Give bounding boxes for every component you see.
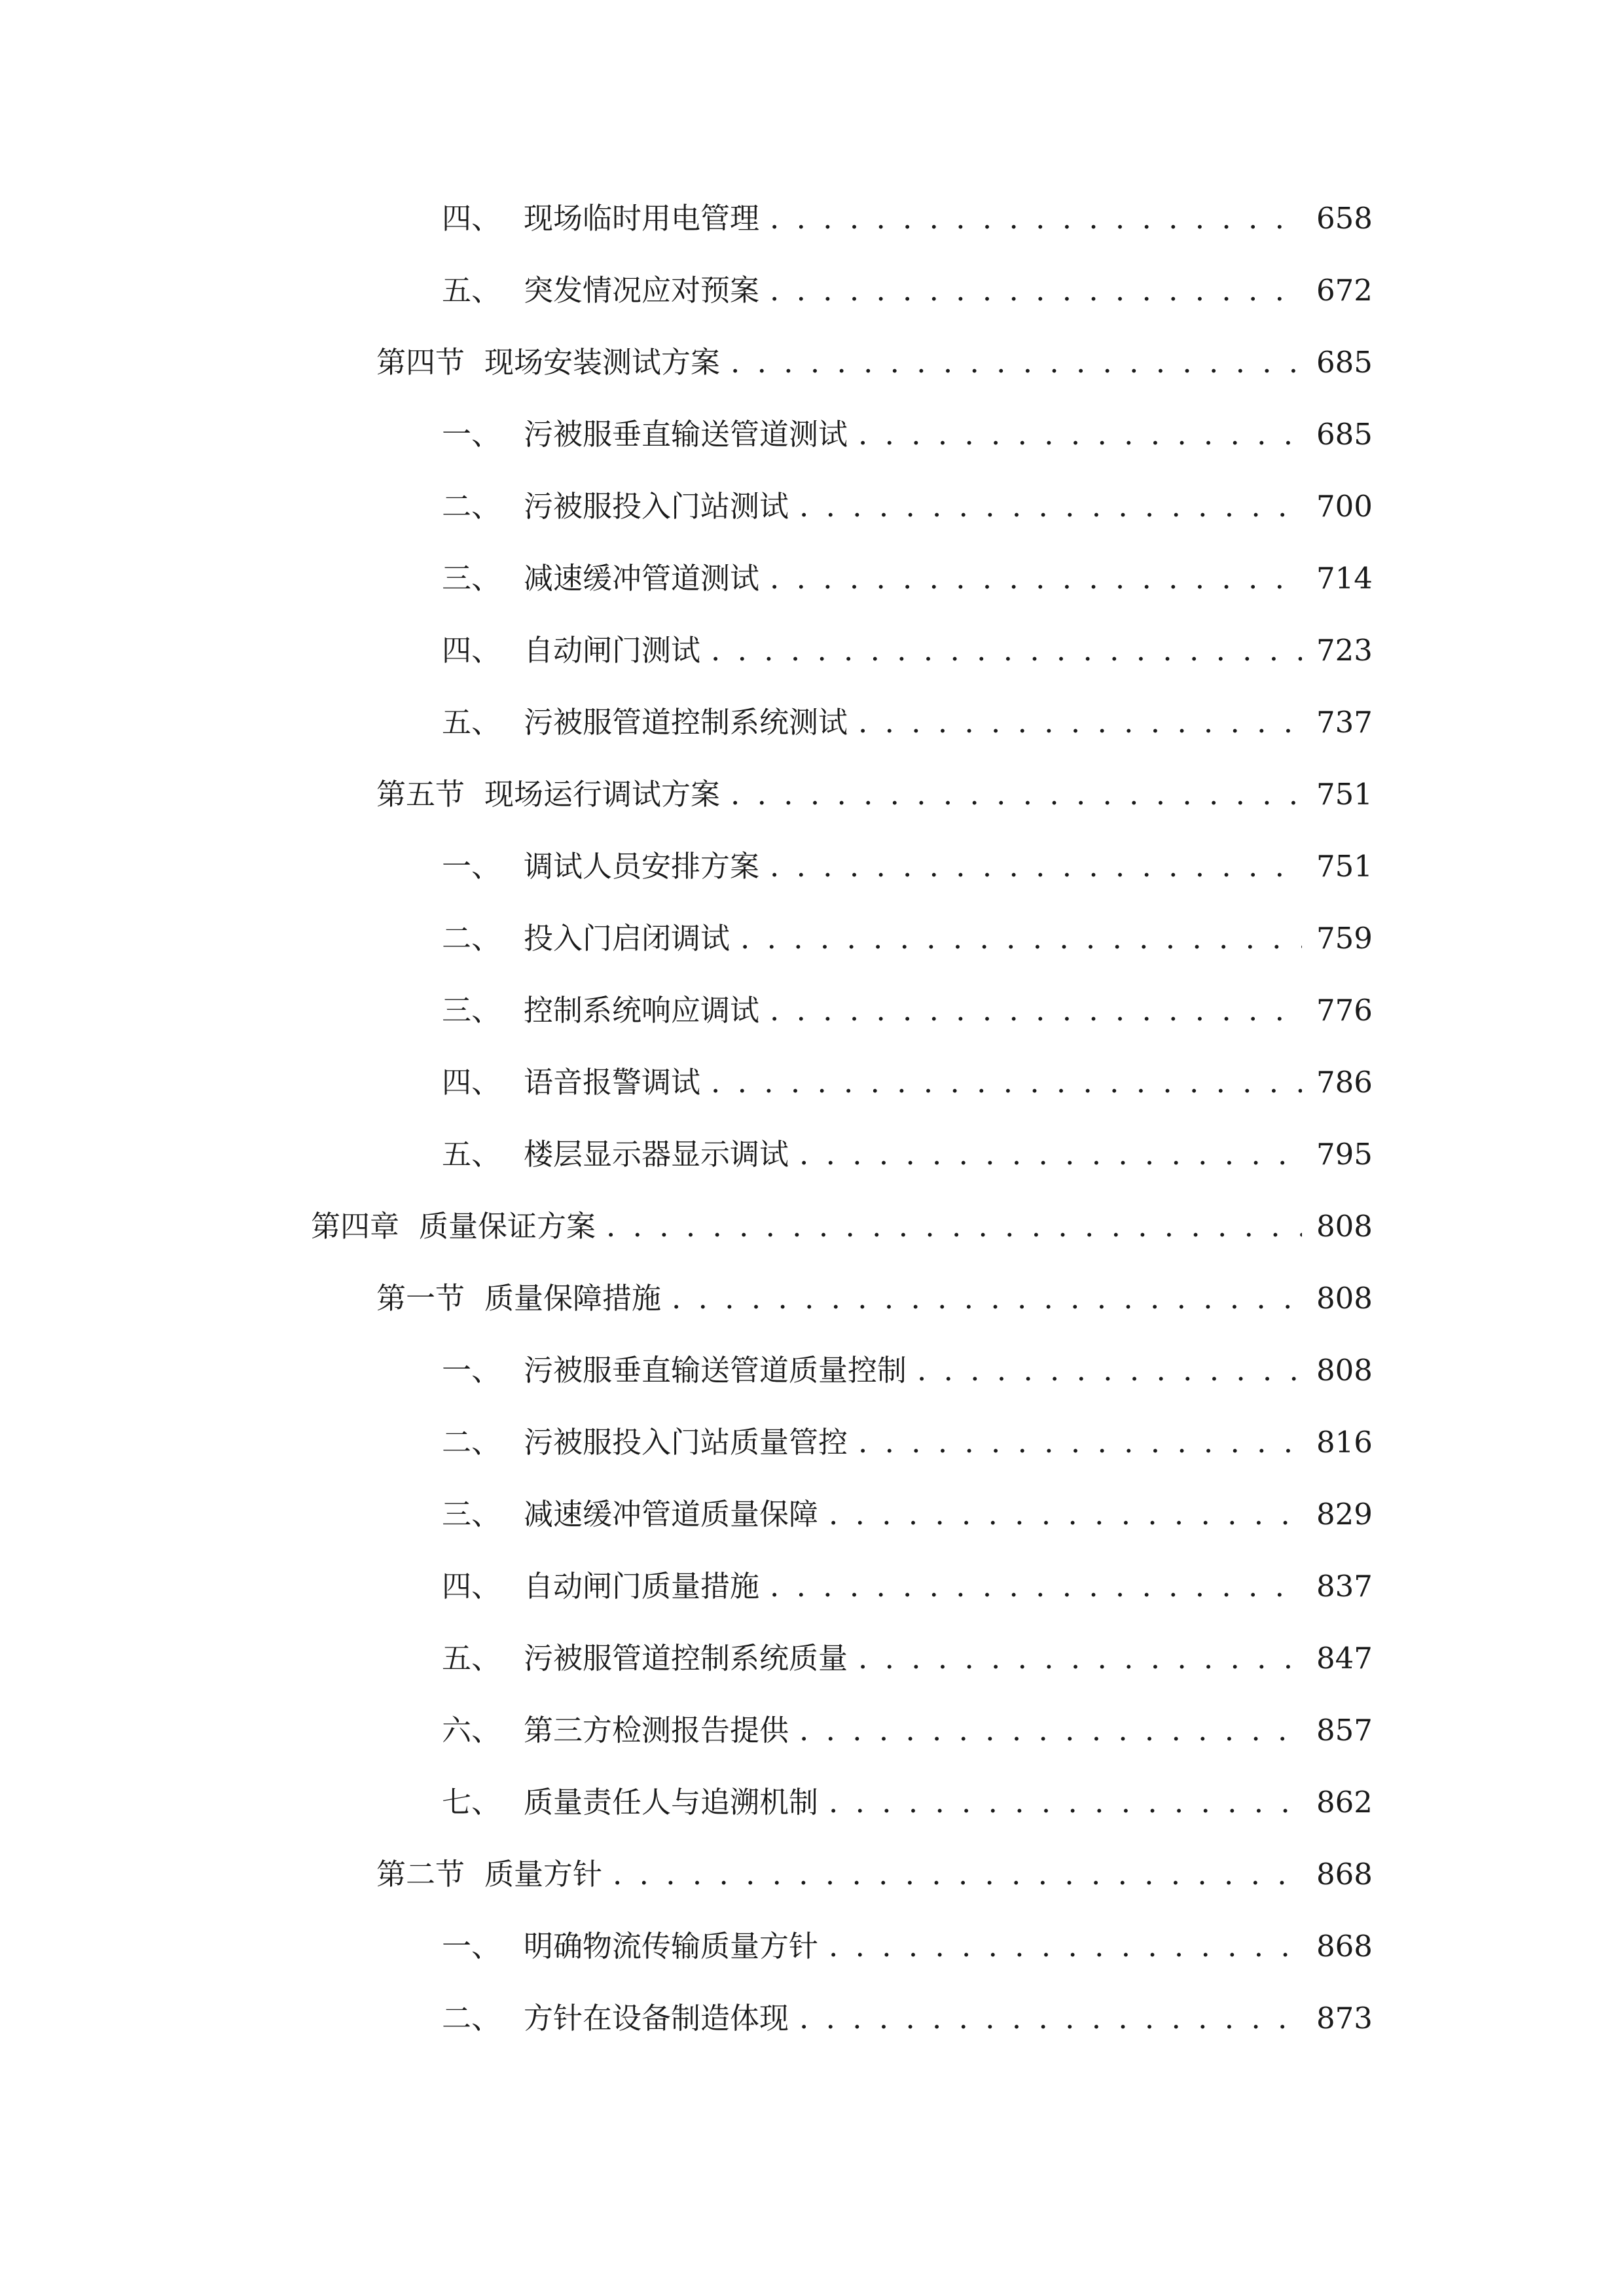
table-of-contents [0,182,1624,2054]
toc-entry-page: 816 [1316,1424,1373,1460]
toc-entry-page: 837 [1316,1568,1373,1604]
dot-leader [672,1283,1302,1313]
toc-entry[interactable] [0,614,1624,686]
toc-entry-marker: 一、 [442,416,501,452]
toc-entry-marker: 三、 [442,992,501,1028]
toc-entry-title: 楼层显示器显示调试 [524,1136,789,1172]
dot-leader [858,420,1302,449]
toc-entry-page: 847 [1316,1640,1373,1676]
toc-entry-title: 语音报警调试 [524,1064,701,1100]
toc-entry-marker: 二、 [442,2000,501,2036]
toc-entry-marker: 五、 [442,704,501,740]
toc-entry[interactable] [0,1262,1624,1334]
toc-entry[interactable] [0,182,1624,254]
toc-entry[interactable] [0,1046,1624,1118]
dot-leader [799,492,1302,521]
dot-leader [858,708,1302,737]
toc-entry[interactable] [0,1118,1624,1190]
dot-leader [711,1067,1302,1097]
dot-leader [799,2003,1302,2033]
toc-entry[interactable] [0,1550,1624,1622]
toc-entry-title: 现场临时用电管理 [524,200,760,236]
toc-entry[interactable] [0,542,1624,614]
toc-entry-marker: 四、 [442,1064,501,1100]
dot-leader [711,636,1302,665]
toc-entry[interactable] [0,1838,1624,1910]
toc-entry-marker: 一、 [442,848,501,884]
toc-entry-title: 明确物流传输质量方针 [524,1928,819,1964]
toc-entry[interactable] [0,1406,1624,1478]
toc-entry[interactable] [0,1190,1624,1262]
dot-leader [917,1355,1302,1385]
toc-entry-title: 减速缓冲管道质量保障 [524,1496,819,1532]
toc-entry[interactable] [0,1766,1624,1838]
toc-entry-title: 现场安装测试方案 [484,344,721,380]
toc-entry-page: 862 [1316,1784,1373,1820]
toc-entry-title: 第三方检测报告提供 [524,1712,789,1748]
toc-entry-page: 685 [1316,344,1373,380]
dot-leader [799,1139,1302,1169]
dot-leader [770,276,1302,305]
toc-entry[interactable] [0,1334,1624,1406]
toc-entry-title: 污被服垂直输送管道质量控制 [524,1352,907,1388]
toc-entry-page: 737 [1316,704,1373,740]
toc-entry-page: 700 [1316,488,1373,524]
toc-entry-title: 质量责任人与追溯机制 [524,1784,819,1820]
toc-entry-marker: 第四章 [311,1208,400,1244]
toc-entry-page: 795 [1316,1136,1373,1172]
toc-entry[interactable] [0,1910,1624,1982]
toc-entry-page: 808 [1316,1208,1373,1244]
toc-entry-page: 751 [1316,848,1373,884]
toc-entry-marker: 第四节 [376,344,465,380]
toc-entry-title: 自动闸门质量措施 [524,1568,760,1604]
toc-entry-marker: 第二节 [376,1856,465,1892]
toc-entry-page: 857 [1316,1712,1373,1748]
toc-entry-marker: 五、 [442,272,501,308]
toc-entry-page: 808 [1316,1352,1373,1388]
dot-leader [606,1211,1302,1241]
toc-entry-title: 方针在设备制造体现 [524,2000,789,2036]
dot-leader [829,1499,1302,1529]
toc-entry-title: 污被服投入门站质量管控 [524,1424,848,1460]
toc-entry-title: 减速缓冲管道测试 [524,560,760,596]
toc-entry-marker: 四、 [442,632,501,668]
toc-entry-marker: 二、 [442,488,501,524]
toc-entry-title: 污被服管道控制系统质量 [524,1640,848,1676]
toc-entry-page: 786 [1316,1064,1373,1100]
toc-entry-page: 751 [1316,776,1373,812]
toc-entry[interactable] [0,686,1624,758]
toc-entry[interactable] [0,1694,1624,1766]
toc-entry-page: 868 [1316,1856,1373,1892]
toc-entry-page: 658 [1316,200,1373,236]
toc-entry-title: 质量保障措施 [484,1280,662,1316]
toc-entry[interactable] [0,254,1624,326]
toc-entry-title: 污被服投入门站测试 [524,488,789,524]
toc-entry-title: 自动闸门测试 [524,632,701,668]
toc-entry[interactable] [0,398,1624,470]
toc-entry-title: 质量方针 [484,1856,603,1892]
toc-entry-title: 调试人员安排方案 [524,848,760,884]
toc-entry-page: 759 [1316,920,1373,956]
dot-leader [858,1427,1302,1457]
toc-entry-title: 突发情况应对预案 [524,272,760,308]
toc-entry-title: 质量保证方案 [419,1208,596,1244]
toc-entry-marker: 五、 [442,1136,501,1172]
toc-entry[interactable] [0,758,1624,830]
toc-entry-marker: 一、 [442,1352,501,1388]
toc-entry-marker: 三、 [442,560,501,596]
toc-entry[interactable] [0,470,1624,542]
toc-entry-marker: 六、 [442,1712,501,1748]
toc-entry-title: 投入门启闭调试 [524,920,731,956]
dot-leader [829,1931,1302,1961]
dot-leader [731,780,1302,809]
dot-leader [770,996,1302,1025]
toc-entry-page: 873 [1316,2000,1373,2036]
toc-entry-page: 776 [1316,992,1373,1028]
dot-leader [799,1715,1302,1745]
toc-entry-marker: 第一节 [376,1280,465,1316]
dot-leader [770,1571,1302,1601]
toc-entry-page: 714 [1316,560,1373,596]
toc-entry[interactable] [0,902,1624,974]
dot-leader [731,348,1302,377]
dot-leader [829,1787,1302,1817]
toc-entry-title: 现场运行调试方案 [484,776,721,812]
dot-leader [770,852,1302,881]
toc-entry-title: 污被服垂直输送管道测试 [524,416,848,452]
toc-entry[interactable] [0,1622,1624,1694]
dot-leader [740,924,1302,953]
toc-entry-marker: 五、 [442,1640,501,1676]
dot-leader [770,204,1302,233]
dot-leader [613,1859,1302,1889]
toc-entry-marker: 七、 [442,1784,501,1820]
toc-entry-marker: 四、 [442,200,501,236]
dot-leader [770,564,1302,593]
toc-entry-title: 控制系统响应调试 [524,992,760,1028]
toc-entry[interactable] [0,326,1624,398]
toc-entry-page: 672 [1316,272,1373,308]
toc-entry[interactable] [0,1478,1624,1550]
toc-entry[interactable] [0,974,1624,1046]
toc-entry-page: 808 [1316,1280,1373,1316]
toc-entry-marker: 一、 [442,1928,501,1964]
toc-entry-marker: 二、 [442,1424,501,1460]
toc-entry[interactable] [0,830,1624,902]
toc-entry-page: 829 [1316,1496,1373,1532]
toc-entry-page: 868 [1316,1928,1373,1964]
toc-entry[interactable] [0,1982,1624,2054]
dot-leader [858,1643,1302,1673]
toc-entry-page: 685 [1316,416,1373,452]
toc-entry-marker: 二、 [442,920,501,956]
toc-entry-title: 污被服管道控制系统测试 [524,704,848,740]
toc-entry-page: 723 [1316,632,1373,668]
toc-entry-marker: 三、 [442,1496,501,1532]
toc-entry-marker: 四、 [442,1568,501,1604]
toc-entry-marker: 第五节 [376,776,465,812]
